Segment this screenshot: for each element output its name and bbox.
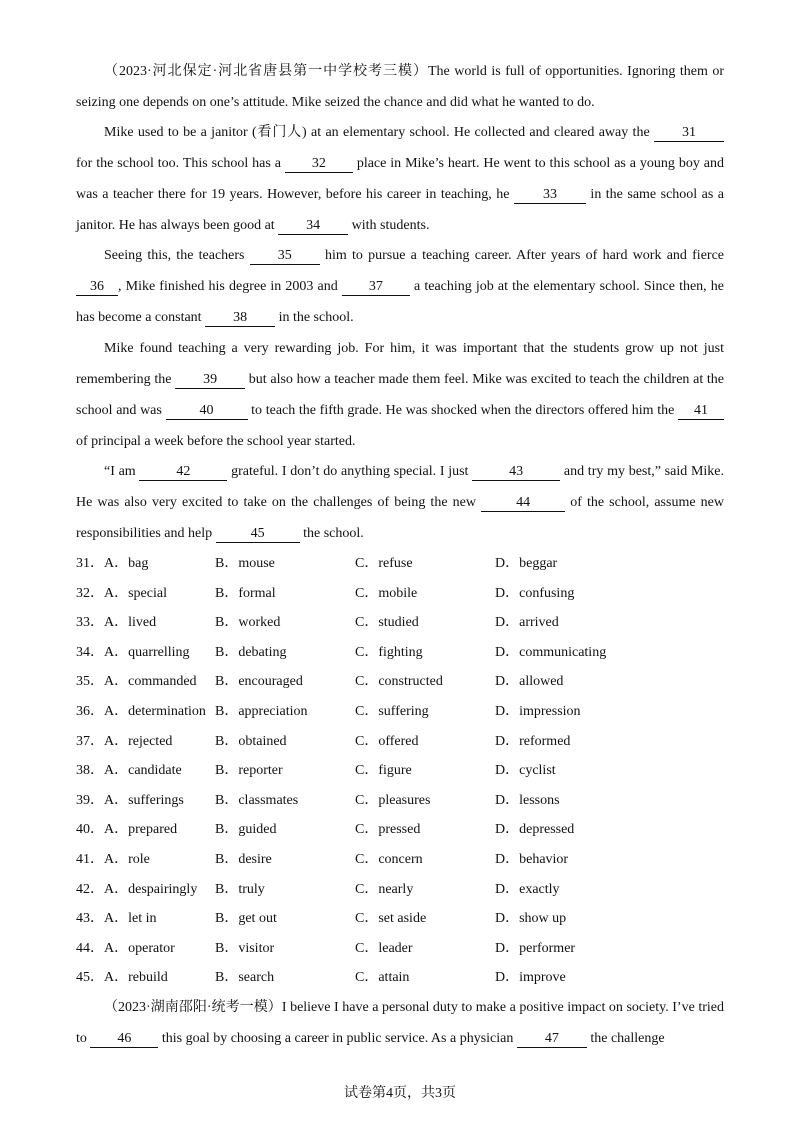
option-c: C．refuse: [355, 556, 413, 571]
option-b: B．mouse: [215, 556, 275, 571]
blank-41: 41: [678, 403, 724, 420]
question-row-35: 35． A．commanded B．encouraged C．constructed D．allowed: [76, 667, 724, 697]
option-c: C．concern: [355, 851, 423, 867]
blank-37: 37: [342, 279, 410, 296]
option-c: C．leader: [355, 940, 413, 956]
passage1-intro: （2023·河北保定·河北省唐县第一中学校考三模）The world is full of opportunities. Ignoring them or seizing one depends on one’s attitude. Mike seized the chance and did what he wanted to do.: [76, 64, 724, 110]
option-c: C．studied: [355, 615, 419, 631]
option-b: B．appreciation: [215, 703, 308, 719]
option-c: C．pressed: [355, 822, 421, 838]
option-b: B．obtained: [215, 733, 287, 749]
blank-47: 47: [517, 1031, 587, 1048]
option-c: C．constructed: [355, 674, 443, 690]
question-row-43: 43． A．let in B．get out C．set aside D．show up: [76, 904, 724, 934]
option-c: C．figure: [355, 763, 412, 779]
blank-34: 34: [278, 218, 348, 235]
passage1-paragraph-1: Mike used to be a janitor (看门人) at an elementary school. He collected and cleared away the 31 for the school too. This school has a 32 place in Mike’s heart. He went to this school as a young boy and was a teacher there for 19 years. However, before his career in teaching, he 33 in the same school as a janitor. He has always been good at 34 with students.: [76, 125, 725, 233]
blank-42: 42: [139, 464, 227, 481]
blank-39: 39: [175, 372, 245, 389]
blank-32: 32: [285, 156, 353, 173]
option-c: C．nearly: [355, 881, 414, 897]
option-d: D．communicating: [495, 644, 607, 660]
option-d: D．behavior: [495, 851, 569, 867]
option-d: D．confusing: [495, 585, 575, 601]
option-a: A．candidate: [104, 763, 182, 779]
question-row-38: 38． A．candidate B．reporter C．figure D．cyclist: [76, 756, 724, 786]
option-b: B．get out: [215, 911, 277, 927]
option-d: D．lessons: [495, 792, 560, 808]
blank-46: 46: [90, 1031, 158, 1048]
option-b: B．guided: [215, 822, 277, 838]
question-row-40: 40． A．prepared B．guided C．pressed D．depressed: [76, 815, 724, 845]
option-c: C．suffering: [355, 703, 429, 719]
page-footer: 试卷第4页，共3页: [344, 1086, 456, 1101]
option-d: D．show up: [495, 911, 567, 927]
question-row-36: 36． A．determination B．appreciation C．suffering D．impression: [76, 697, 724, 727]
blank-36: 36: [76, 279, 118, 296]
option-a: A．sufferings: [104, 792, 184, 808]
option-a: A．quarrelling: [104, 644, 190, 660]
question-row-41: 41． A．role B．desire C．concern D．behavior: [76, 845, 724, 875]
option-a: A．lived: [104, 615, 157, 631]
passage2-source: （2023·湖南邵阳·统考一模）: [104, 1000, 282, 1015]
blank-31: 31: [654, 125, 724, 142]
option-a: A．rebuild: [104, 970, 168, 986]
option-c: C．mobile: [355, 585, 418, 601]
option-d: D．reformed: [495, 733, 571, 749]
option-b: B．truly: [215, 881, 265, 897]
option-a: A．role: [104, 851, 150, 867]
option-d: D．cyclist: [495, 763, 556, 779]
blank-38: 38: [205, 310, 275, 327]
option-c: C．set aside: [355, 911, 427, 927]
question-row-33: 33． A．lived B．worked C．studied D．arrived: [76, 608, 724, 638]
option-a: A．prepared: [104, 822, 178, 838]
question-row-44: 44． A．operator B．visitor C．leader D．performer: [76, 934, 724, 964]
option-b: B．desire: [215, 851, 272, 867]
option-d: D．allowed: [495, 674, 564, 690]
option-c: C．pleasures: [355, 792, 431, 808]
question-row-42: 42． A．despairingly B．truly C．nearly D．exactly: [76, 875, 724, 905]
option-d: D．beggar: [495, 556, 558, 571]
option-d: D．performer: [495, 940, 576, 956]
passage1-paragraph-3: Mike found teaching a very rewarding job. For him, it was important that the students grow up not just remembering the 39 but also how a teacher made them feel. Mike was excited to teach the children at the school and was 40 to teach the fifth grade. He was shocked when the directors offered him the 41 of principal a week before the school year started.: [76, 341, 724, 449]
option-a: A．despairingly: [104, 881, 198, 897]
option-c: C．offered: [355, 733, 419, 749]
option-a: A．bag: [104, 556, 149, 571]
option-b: B．search: [215, 970, 275, 986]
question-row-32: 32． A．special B．formal C．mobile D．confusing: [76, 579, 724, 609]
option-d: D．exactly: [495, 881, 560, 897]
question-row-34: 34． A．quarrelling B．debating C．fighting D．communicating: [76, 638, 724, 668]
option-a: A．special: [104, 585, 167, 601]
option-d: D．depressed: [495, 822, 575, 838]
blank-33: 33: [514, 187, 586, 204]
option-b: B．debating: [215, 644, 287, 660]
option-c: C．attain: [355, 970, 410, 986]
passage1-paragraph-4: “I am 42 grateful. I don’t do anything special. I just 43 and try my best,” said Mike. He was also very excited to take on the challenges of being the new 44 of the school, assume new responsibilities and help 45 the school.: [76, 464, 724, 541]
option-b: B．visitor: [215, 940, 275, 956]
blank-43: 43: [472, 464, 560, 481]
question-row-37: 37． A．rejected B．obtained C．offered D．reformed: [76, 727, 724, 757]
blank-45: 45: [216, 526, 300, 543]
options-list: [76, 549, 724, 993]
option-b: B．worked: [215, 615, 281, 631]
question-row-39: 39． A．sufferings B．classmates C．pleasures D．lessons: [76, 786, 724, 816]
passage1-source: （2023·河北保定·河北省唐县第一中学校考三模）: [104, 64, 428, 79]
option-c: C．fighting: [355, 644, 423, 660]
question-row-45: 45． A．rebuild B．search C．attain D．improve: [76, 963, 724, 993]
option-b: B．encouraged: [215, 674, 303, 690]
option-b: B．formal: [215, 585, 276, 601]
passage2-paragraph: （2023·湖南邵阳·统考一模）I believe I have a personal duty to make a positive impact on society. I’ve tried to 46 this goal by choosing a career in public service. As a physician 47 the challenge: [76, 1000, 725, 1046]
option-a: A．rejected: [104, 733, 173, 749]
option-a: A．commanded: [104, 674, 197, 690]
option-a: A．determination: [104, 703, 206, 719]
blank-44: 44: [481, 495, 565, 512]
option-a: A．let in: [104, 911, 157, 927]
blank-35: 35: [250, 248, 320, 265]
option-b: B．classmates: [215, 792, 299, 808]
question-row-31: 31． A．bag B．mouse C．refuse D．beggar: [76, 549, 724, 579]
option-d: D．arrived: [495, 615, 559, 631]
blank-40: 40: [166, 403, 248, 420]
passage1-paragraph-2: Seeing this, the teachers 35 him to pursue a teaching career. After years of hard work and fierce 36 , Mike finished his degree in 2003 and 37 a teaching job at the elementary school. Since then, he has become a constant 38 in the school.: [76, 248, 725, 325]
option-a: A．operator: [104, 940, 175, 956]
option-d: D．impression: [495, 703, 581, 719]
option-b: B．reporter: [215, 763, 283, 779]
option-d: D．improve: [495, 970, 566, 986]
